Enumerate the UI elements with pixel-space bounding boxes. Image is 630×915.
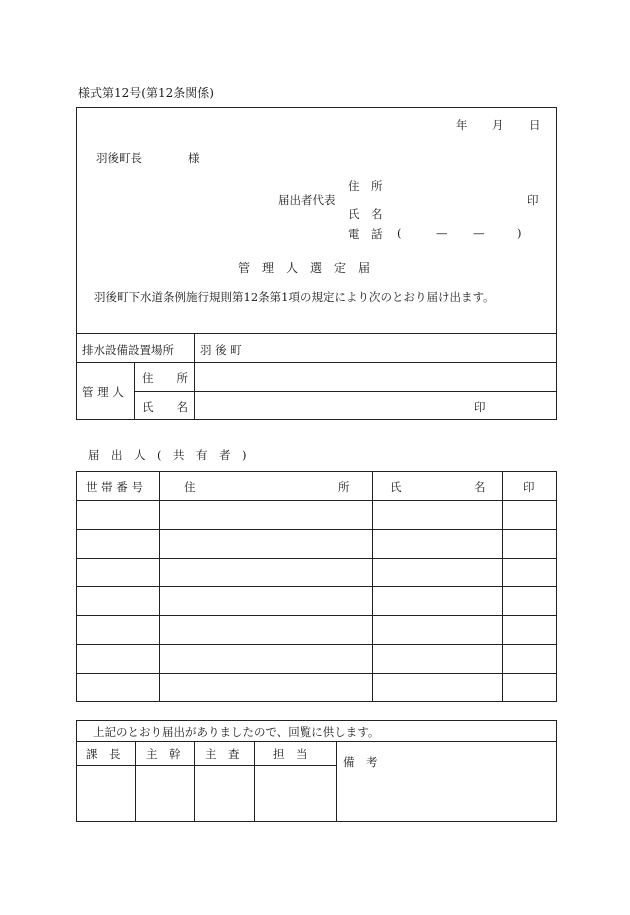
col-seal-header: 印	[523, 480, 535, 494]
col-divider-address	[372, 471, 373, 702]
role-divider-1	[135, 741, 136, 822]
form-title: 管 理 人 選 定 届	[238, 261, 371, 275]
manager-label: 管 理 人	[82, 385, 124, 399]
table-row	[76, 558, 557, 559]
date-year-label: 年	[456, 118, 468, 132]
role-staff-in-charge: 担 当	[273, 747, 308, 761]
table-row	[76, 644, 557, 645]
manager-address-field[interactable]	[195, 363, 556, 391]
manager-name-field[interactable]	[195, 392, 465, 419]
role-divider-4	[336, 741, 337, 822]
date-day-label: 日	[529, 118, 541, 132]
date-month-label: 月	[492, 118, 504, 132]
notifiers-header-divider	[76, 500, 557, 501]
address-label: 住 所	[348, 179, 383, 193]
representative-seal: 印	[527, 193, 539, 207]
phone-dash-2: —	[473, 226, 485, 240]
phone-close-paren: )	[517, 226, 522, 240]
phone-label: 電 話	[348, 227, 383, 241]
role-section-chief: 課 長	[86, 747, 121, 761]
circulation-note-divider	[76, 741, 557, 742]
role-divider-3	[254, 741, 255, 822]
notifiers-heading: 届 出 人 ( 共 有 者 )	[88, 448, 247, 462]
manager-seal: 印	[474, 400, 486, 414]
table-row	[76, 615, 557, 616]
col-name-header-b: 名	[474, 480, 486, 494]
manager-address-label: 住 所	[142, 371, 188, 385]
addressee-honorific: 様	[188, 151, 200, 165]
circulation-note: 上記のとおり届出がありましたので、回覧に供します。	[93, 725, 380, 739]
role-chief-officer: 主 幹	[146, 747, 181, 761]
col-divider-name	[502, 471, 503, 702]
manager-name-label: 氏 名	[142, 400, 188, 414]
col-address-header-b: 所	[338, 480, 350, 494]
col-household-header: 世 帯 番 号	[86, 480, 143, 494]
name-label: 氏 名	[348, 207, 383, 221]
form-number: 様式第12号(第12条関係)	[78, 86, 214, 100]
location-value: 羽 後 町	[200, 343, 242, 357]
roles-header-divider	[76, 765, 336, 766]
role-divider-2	[194, 741, 195, 822]
divider-facility-top	[76, 333, 557, 334]
phone-dash-1: —	[436, 226, 448, 240]
remarks-label: 備 考	[343, 755, 378, 769]
representative-label: 届出者代表	[278, 193, 336, 207]
phone-open-paren: (	[397, 226, 402, 240]
table-row	[76, 586, 557, 587]
col-name-header-a: 氏	[390, 480, 402, 494]
role-inspector: 主 査	[205, 747, 240, 761]
table-row	[76, 673, 557, 674]
col-address-header-a: 住	[184, 480, 196, 494]
table-row	[76, 529, 557, 530]
addressee-name: 羽後町長	[96, 151, 142, 165]
body-text: 羽後町下水道条例施行規則第12条第1項の規定により次のとおり届け出ます。	[94, 290, 495, 304]
divider-manager-column	[134, 362, 135, 420]
location-label: 排水設備設置場所	[82, 343, 174, 357]
col-divider-household	[159, 471, 160, 702]
